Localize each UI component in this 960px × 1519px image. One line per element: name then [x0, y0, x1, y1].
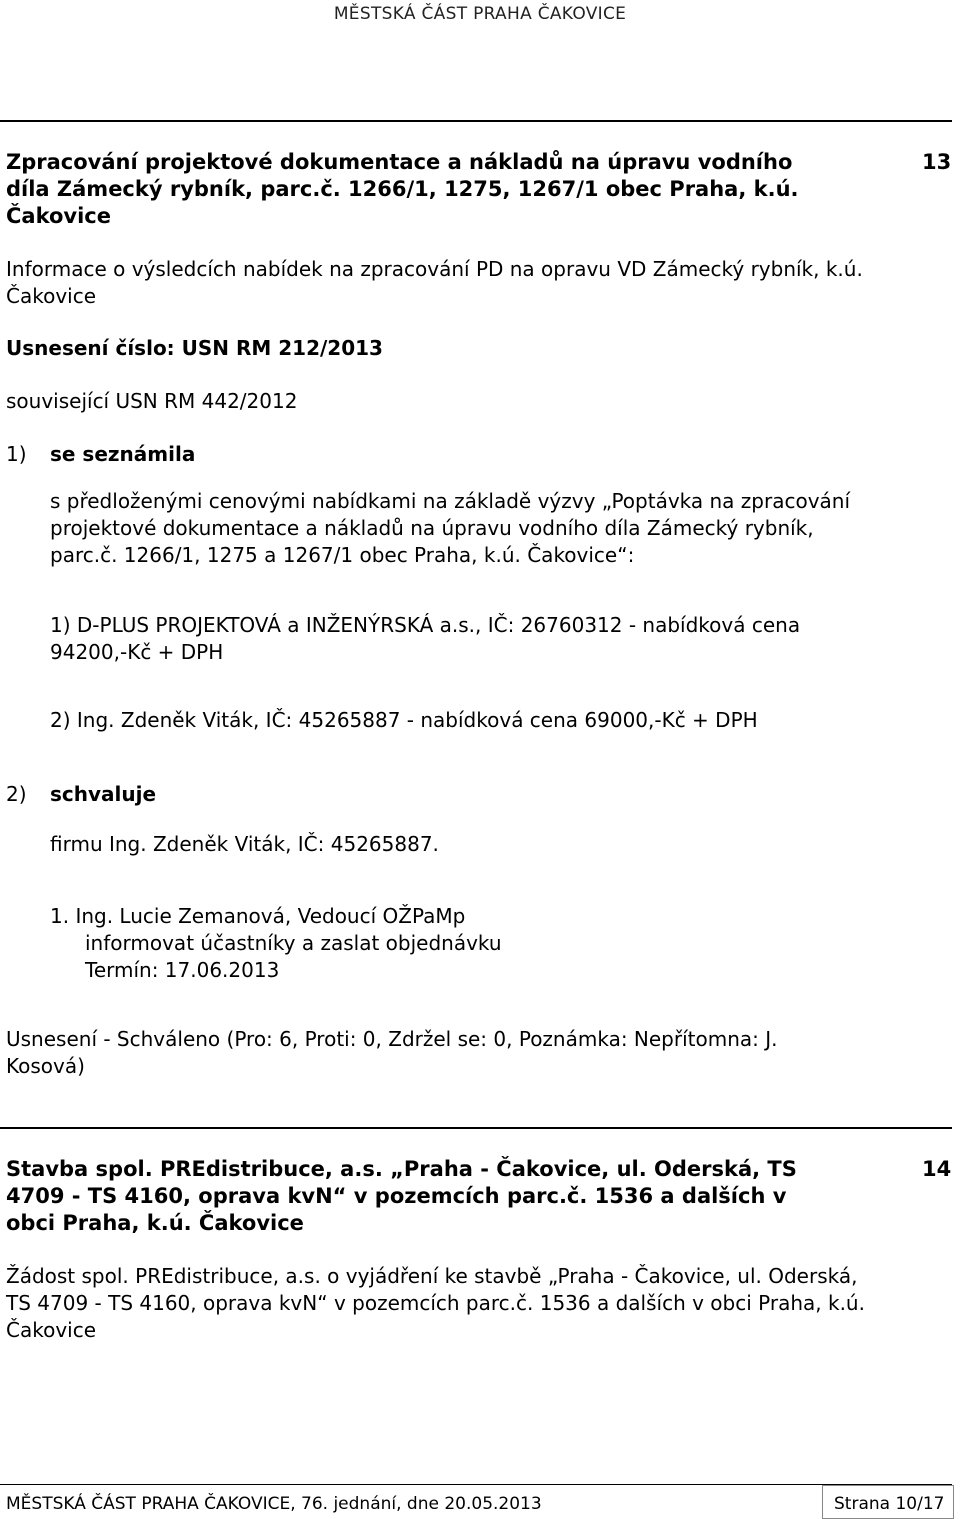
- item13-approved-company: firmu Ing. Zdeněk Viták, IČ: 45265887.: [50, 832, 439, 856]
- item13-info-line2: Čakovice: [6, 284, 97, 308]
- item14-body-line1: Žádost spol. PREdistribuce, a.s. o vyjádření ke stavbě „Praha - Čakovice, ul. Oderská,: [6, 1264, 858, 1288]
- item13-title-line3: Čakovice: [6, 204, 111, 228]
- item13-task-description: informovat účastníky a zaslat objednávku: [85, 931, 502, 955]
- item13-task-assignee: 1. Ing. Lucie Zemanová, Vedoucí OŽPaMp: [50, 904, 466, 928]
- item13-point2-label: schvaluje: [50, 782, 157, 806]
- item14-title-line2: 4709 - TS 4160, oprava kvN“ v pozemcích parc.č. 1536 a dalších v: [6, 1184, 787, 1208]
- item13-title-line1: Zpracování projektové dokumentace a nákladů na úpravu vodního: [6, 150, 793, 174]
- item13-task-deadline: Termín: 17.06.2013: [85, 958, 280, 982]
- item13-offer1-line1: 1) D-PLUS PROJEKTOVÁ a INŽENÝRSKÁ a.s., IČ: 26760312 - nabídková cena: [50, 613, 801, 637]
- item13-offer1-line2: 94200,-Kč + DPH: [50, 640, 224, 664]
- header-divider: [0, 120, 952, 122]
- item14-body-line2: TS 4709 - TS 4160, oprava kvN“ v pozemcích parc.č. 1536 a dalších v obci Praha, k.ú.: [6, 1291, 865, 1315]
- item13-resolution-number: Usnesení číslo: USN RM 212/2013: [6, 336, 383, 360]
- item13-offer2: 2) Ing. Zdeněk Viták, IČ: 45265887 - nabídková cena 69000,-Kč + DPH: [50, 708, 758, 732]
- footer-divider: [0, 1484, 952, 1485]
- section-divider: [0, 1127, 952, 1129]
- item13-offers-line3: parc.č. 1266/1, 1275 a 1267/1 obec Praha, k.ú. Čakovice“:: [50, 543, 635, 567]
- item14-title-line1: Stavba spol. PREdistribuce, a.s. „Praha - Čakovice, ul. Oderská, TS: [6, 1157, 797, 1181]
- item13-vote-line2: Kosová): [6, 1054, 85, 1078]
- item13-point1-number: 1): [6, 442, 27, 466]
- page-header-title: MĚSTSKÁ ČÁST PRAHA ČAKOVICE: [333, 4, 627, 24]
- item14-body-line3: Čakovice: [6, 1318, 97, 1342]
- item14-title-line3: obci Praha, k.ú. Čakovice: [6, 1211, 304, 1235]
- footer-page-number: Strana 10/17: [834, 1494, 945, 1514]
- item13-title-line2: díla Zámecký rybník, parc.č. 1266/1, 1275, 1267/1 obec Praha, k.ú.: [6, 177, 799, 201]
- footer-meeting-info: MĚSTSKÁ ČÁST PRAHA ČAKOVICE, 76. jednání, dne 20.05.2013: [6, 1494, 542, 1514]
- item13-point2-number: 2): [6, 782, 27, 806]
- item13-info-line1: Informace o výsledcích nabídek na zpracování PD na opravu VD Zámecký rybník, k.ú.: [6, 257, 863, 281]
- item13-offers-line2: projektové dokumentace a nákladů na úpravu vodního díla Zámecký rybník,: [50, 516, 814, 540]
- item14-number: 14: [922, 1157, 952, 1181]
- item13-vote-line1: Usnesení - Schváleno (Pro: 6, Proti: 0, Zdržel se: 0, Poznámka: Nepřítomna: J.: [6, 1027, 778, 1051]
- item13-point1-label: se seznámila: [50, 442, 196, 466]
- item13-related-resolution: související USN RM 442/2012: [6, 389, 298, 413]
- item13-offers-line1: s předloženými cenovými nabídkami na základě výzvy „Poptávka na zpracování: [50, 489, 851, 513]
- item13-number: 13: [922, 150, 952, 174]
